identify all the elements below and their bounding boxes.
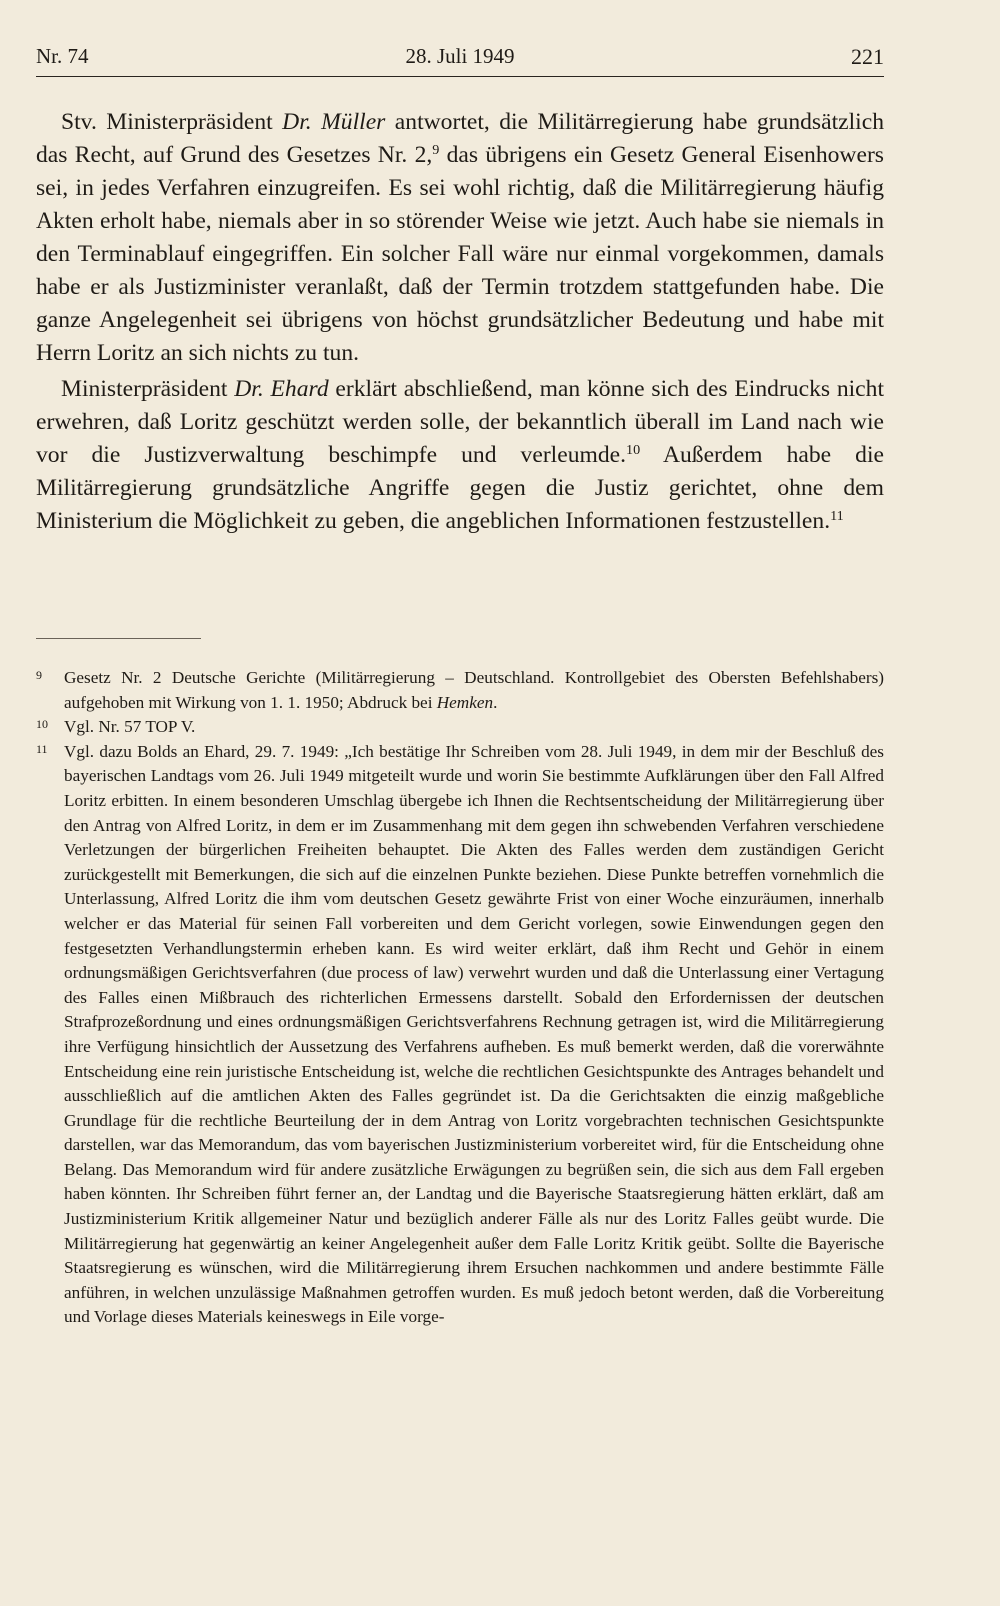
footnote-number: 10 bbox=[36, 717, 48, 732]
header-rule bbox=[36, 76, 884, 77]
footnote-10: 10 Vgl. Nr. 57 TOP V. bbox=[36, 717, 196, 737]
footnote-ref: 11 bbox=[830, 508, 844, 525]
speaker-name: Ehard bbox=[270, 376, 329, 402]
running-header bbox=[36, 44, 884, 74]
footnote-11: 11 Vgl. dazu Bolds an Ehard, 29. 7. 1949: „Ich bestätige Ihr Schreiben vom 28. Juli 1949, in dem mir der Beschluß des bayerischen Landtags vom 26. Juli 1949 mitgeteilt wurde und worin Sie bestimmte Aufklärungen über den Fall Alfred Loritz erbitten. In einem besonderen Umschlag übergebe ich Ihnen die Rechtsentscheidung der Militärregierung über den Antrag von Alfred Loritz, in dem er im Zusammenhang mit dem gegen ihn schwebenden Verfahren verschiedene Verletzungen der bürgerlichen Freiheiten behauptet. Die Akten des Falles werden dem zuständigen Gericht zurückgestellt mit Bemerkungen, die sich auf die einzelnen Punkte beziehen. Diese Punkte betreffen vornehmlich die Unterlassung, Alfred Loritz die ihm vom deutschen Gesetz gewährte Frist von einer Woche einzuräumen, innerhalb welcher er das Material für seinen Fall vorbereiten und dem Gericht vorlegen, sowie Einwendungen gegen den festgesetzten Verhandlungstermin erheben kann. Es wird weiter erklärt, daß ihm Recht und Gehör in einem ordnungsmäßigen Gerichtsverfahren (due process of law) verwehrt wurden und daß die Unterlassung einer Vertagung des Falles einen Mißbrauch des richterlichen Ermessens darstellt. Sobald den Erfordernissen der deutschen Strafprozeßordnung und eines ordnungsmäßigen Gerichtsverfahrens Rechnung getragen ist, wird die Militärregierung ihre Verfügung hinsichtlich der Aussetzung des Verfahrens aufheben. Es muß bemerkt werden, daß die vorerwähnte Entscheidung eine rein juristische Entscheidung ist, welche die rechtlichen Gesichtspunkte des Antrages behandelt und ausschließlich auf die amtlichen Akten des Falles gegründet ist. Da die Gerichtsakten die einzig maßgebliche Grundlage für die rechtliche Beurteilung der in dem Antrag von Loritz vorgebrachten technischen Gesichtspunkte darstellen, war das Memorandum, das vom bayerischen Justizministerium vorbereitet wird, für die Entscheidung ohne Belang. Das Memorandum wird für andere zusätzliche Erwägungen zu begrüßen sein, die sich aus dem Fall ergeben haben könnten. Ihr Schreiben führt ferner an, der Landtag und die Bayerische Staatsregierung hätten erklärt, daß am Justizministerium Kritik allgemeiner Natur und bezüglich anderer Fälle als nur des Loritz Falles geübt wurde. Die Militärregierung hat gegenwärtig an keiner Angelegenheit außer dem Falle Loritz Kritik geübt. Sollte die Bayerische Staatsregierung es wünschen, wird die Militärregierung ihrem Ersuchen nachkommen und andere bestimmte Fälle anführen, in welchen unzulässige Maßnahmen getroffen wurden. Es muß jedoch betont werden, daß die Vorbereitung und Vorlage dieses Materials keineswegs in Eile vorge- bbox=[36, 741, 884, 1327]
speaker-title: Dr. bbox=[234, 376, 264, 402]
paragraph-ehard: Ministerpräsident Dr. Ehard erklärt abschließend, man könne sich des Eindrucks nicht erwehren, daß Loritz geschützt werden solle, der bekanntlich überall im Land nach wie vor die Justizverwaltung beschimpfe und verleumde.$^{10}$ Außerdem habe die Militärregierung grundsätzliche Angriffe gegen die Justiz gerichtet, ohne dem Ministerium die Möglichkeit zu geben, die angeblichen Informationen festzustellen.$^{11}$ bbox=[36, 376, 884, 534]
footnote-separator bbox=[36, 638, 201, 639]
footnote-number: 9 bbox=[36, 668, 42, 682]
footnote-ref: 10 bbox=[626, 442, 641, 459]
document-number: Nr. 74 bbox=[36, 44, 89, 68]
header-date: 28. Juli 1949 bbox=[405, 44, 515, 68]
speaker-title: Dr. bbox=[282, 109, 312, 135]
footnote-9: 9 Gesetz Nr. 2 Deutsche Gerichte (Militärregierung – Deutschland. Kontrollgebiet des Obersten Befehlshabers) aufgehoben mit Wirkung von 1. 1. 1950; Abdruck bei Hemken. bbox=[36, 668, 884, 712]
speaker-name: Müller bbox=[321, 109, 386, 135]
footnote-ref: 9 bbox=[432, 142, 440, 159]
footnote-number: 11 bbox=[36, 741, 48, 756]
main-text bbox=[36, 106, 884, 538]
footnotes bbox=[36, 666, 884, 1330]
page-number: 221 bbox=[851, 44, 884, 69]
paragraph-mueller: Stv. Ministerpräsident Dr. Müller antwortet, die Militärregierung habe grundsätzlich das Recht, auf Grund des Gesetzes Nr. 2,$^9$ das übrigens ein Gesetz General Eisenhowers sei, in jedes Verfahren einzugreifen. Es sei wohl richtig, daß die Militärregierung häufig Akten erholt habe, niemals aber in so störender Weise wie jetzt. Auch habe sie niemals in den Terminablauf eingegriffen. Ein solcher Fall wäre nur einmal vorgekommen, damals habe er als Justizminister veranlaßt, daß der Termin trotzdem stattgefunden habe. Die ganze Angelegenheit sei übrigens von höchst grundsätzlicher Bedeutung und habe mit Herrn Loritz an sich nichts zu tun. bbox=[36, 109, 884, 366]
